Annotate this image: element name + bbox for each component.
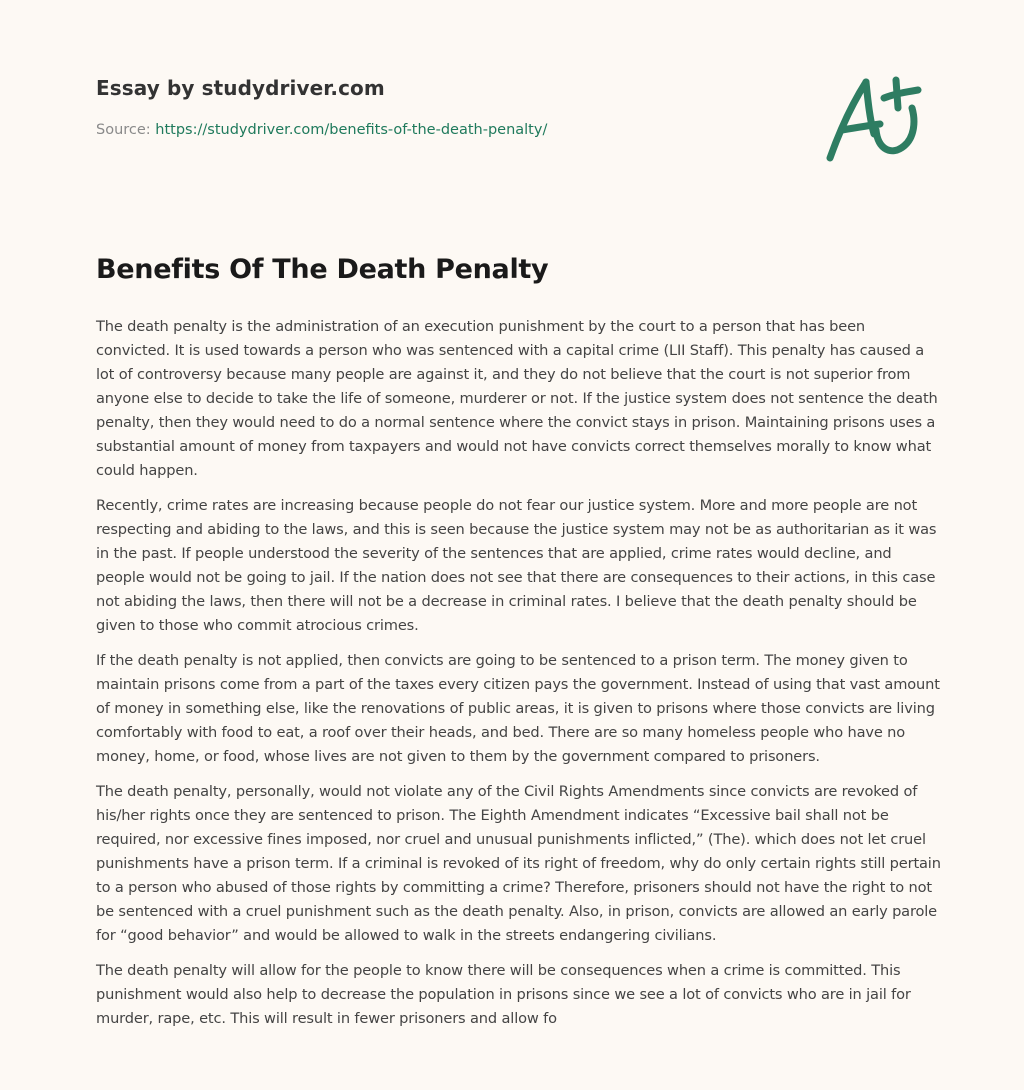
site-title: Essay by studydriver.com <box>96 76 385 100</box>
essay-paragraph: The death penalty, personally, would not violate any of the Civil Rights Amendments since convicts are revoked of his/her rights once they are sentenced to prison. The Eighth Amendment indicates “Excessive bail shall not be required, nor excessive fines imposed, nor cruel and unusual punishments inflicted,” (The). which does not let cruel punishments have a prison term. If a criminal is revoked of its right of freedom, why do only certain rights still pertain to a person who abused of those rights by committing a crime? Therefore, prisoners should not have the right to not be sentenced with a cruel punishment such as the death penalty. Also, in prison, convicts are allowed an early parole for “good behavior” and would be allowed to walk in the streets endangering civilians. <box>96 783 941 944</box>
essay-paragraph: If the death penalty is not applied, then convicts are going to be sentenced to a prison term. The money given to maintain prisons come from a part of the taxes every citizen pays the government. Instead of using that vast amount of money in something else, like the renovations of public areas, it is given to prisons where those convicts are living comfortably with food to eat, a roof over their heads, and bed. There are so many homeless people who have no money, home, or food, whose lives are not given to them by the government compared to prisoners. <box>96 652 940 765</box>
essay-header <box>96 76 936 138</box>
source-line <box>96 122 936 138</box>
essay-body <box>96 315 942 1042</box>
essay-title: Benefits Of The Death Penalty <box>96 254 549 285</box>
source-link[interactable]: https://studydriver.com/benefits-of-the-death-penalty/ <box>155 122 548 138</box>
source-label: Source: <box>96 122 156 138</box>
a-plus-grade-icon <box>822 68 930 164</box>
essay-paragraph: The death penalty is the administration of an execution punishment by the court to a person that has been convicted. It is used towards a person who was sentenced with a capital crime (LII Staff). This penalty has caused a lot of controversy because many people are against it, and they do not believe that the court is not superior from anyone else to decide to take the life of someone, murderer or not. If the justice system does not sentence the death penalty, then they would need to do a normal sentence where the convict stays in prison. Maintaining prisons uses a substantial amount of money from taxpayers and would not have convicts correct themselves morally to know what could happen. <box>96 318 938 479</box>
essay-paragraph: Recently, crime rates are increasing because people do not fear our justice system. More and more people are not respecting and abiding to the laws, and this is seen because the justice system may not be as authoritarian as it was in the past. If people understood the severity of the sentences that are applied, crime rates would decline, and people would not be going to jail. If the nation does not see that there are consequences to their actions, in this case not abiding the laws, then there will not be a decrease in criminal rates. I believe that the death penalty should be given to those who commit atrocious crimes. <box>96 497 937 634</box>
essay-paragraph: The death penalty will allow for the people to know there will be consequences when a crime is committed. This punishment would also help to decrease the population in prisons since we see a lot of convicts who are in jail for murder, rape, etc. This will result in fewer prisoners and allow fo <box>96 962 911 1027</box>
